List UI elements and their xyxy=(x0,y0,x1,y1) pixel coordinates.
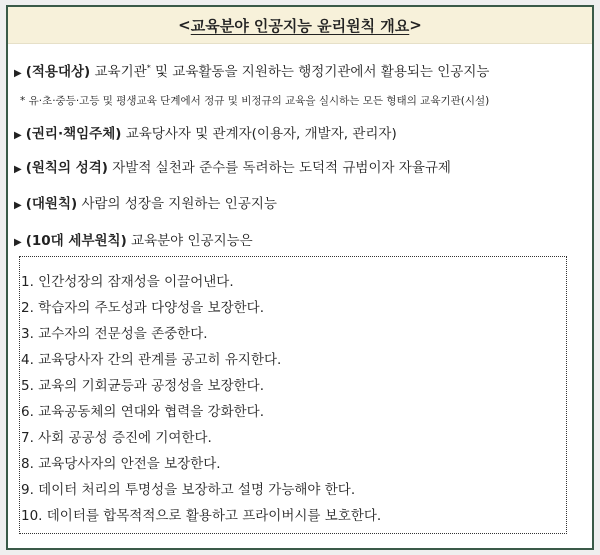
panel-title: < 교육분야 인공지능 윤리원칙 개요 > xyxy=(8,7,592,44)
triangle-bullet-icon: ▶ xyxy=(14,130,22,141)
item-main-principle: ▶ (대원칙) 사람의 성장을 지원하는 인공지능 xyxy=(14,196,277,212)
list-item: 7. 사회 공공성 증진에 기여한다. xyxy=(21,430,212,446)
triangle-bullet-icon: ▶ xyxy=(14,68,22,79)
item-detailed-principles: ▶ (10대 세부원칙) 교육분야 인공지능은 xyxy=(14,233,253,249)
item-nature: ▶ (원칙의 성격) 자발적 실천과 준수를 독려하는 도덕적 규범이자 자율규제 xyxy=(14,160,451,176)
overview-panel xyxy=(6,5,594,550)
triangle-bullet-icon: ▶ xyxy=(14,164,22,175)
list-item: 8. 교육당사자의 안전을 보장한다. xyxy=(21,456,221,472)
list-item: 10. 데이터를 합목적적으로 활용하고 프라이버시를 보호한다. xyxy=(21,508,382,524)
item-subjects: ▶ (권리·책임주체) 교육당사자 및 관계자(이용자, 개발자, 관리자) xyxy=(14,126,397,142)
list-item: 5. 교육의 기회균등과 공정성을 보장한다. xyxy=(21,378,264,394)
item-scope: ▶ (적용대상) 교육기관* 및 교육활동을 지원하는 행정기관에서 활용되는 인공지능 xyxy=(14,63,490,80)
principles-list xyxy=(19,256,567,534)
list-item: 3. 교수자의 전문성을 존중한다. xyxy=(21,326,208,342)
footnote: * 유·초·중등·고등 및 평생교육 단계에서 정규 및 비정규의 교육을 실시하는 모든 형태의 교육기관(시설) xyxy=(20,95,490,107)
triangle-bullet-icon: ▶ xyxy=(14,237,22,248)
list-item: 4. 교육당사자 간의 관계를 공고히 유지한다. xyxy=(21,352,282,368)
list-item: 9. 데이터 처리의 투명성을 보장하고 설명 가능해야 한다. xyxy=(21,482,356,498)
list-item: 2. 학습자의 주도성과 다양성을 보장한다. xyxy=(21,300,264,316)
list-item: 6. 교육공동체의 연대와 협력을 강화한다. xyxy=(21,404,264,420)
list-item: 1. 인간성장의 잠재성을 이끌어낸다. xyxy=(21,274,234,290)
triangle-bullet-icon: ▶ xyxy=(14,200,22,211)
